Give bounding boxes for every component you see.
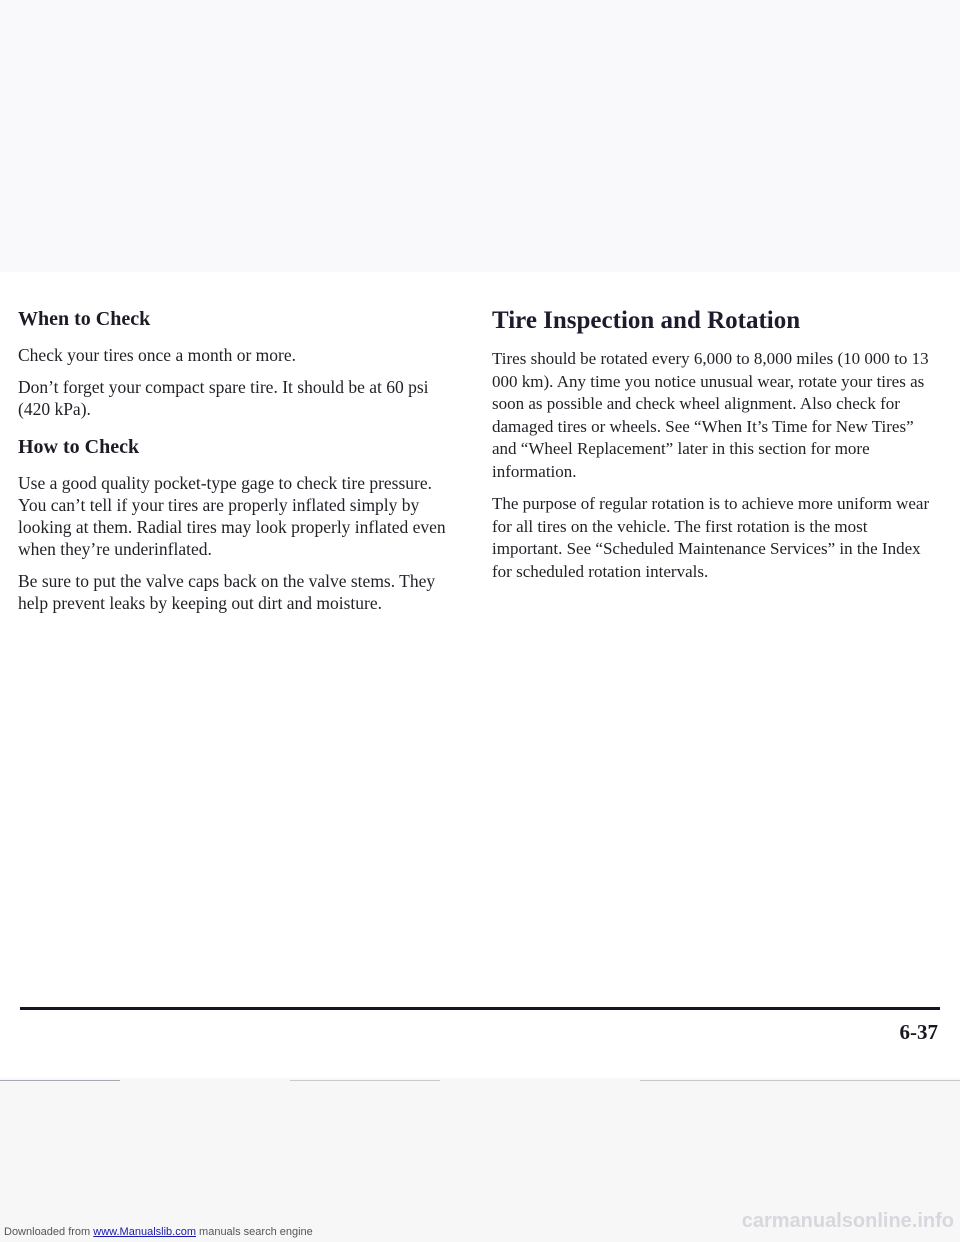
download-credit: [4, 1226, 313, 1238]
page-number: 6-37: [899, 1020, 938, 1044]
watermark: carmanualsonline.info: [741, 1210, 954, 1232]
scan-edge-line: [0, 1080, 120, 1081]
page-top-margin: [0, 0, 960, 272]
scan-edge-line: [290, 1080, 440, 1081]
scan-edge-line: [640, 1080, 960, 1081]
tire-inspection-paragraph-1: Tires should be rotated every 6,000 to 8,000 miles (10 000 to 13 000 km). Any time you notice unusual wear, rotate your tires as soon as possible and check wheel alignment. Also check for damaged tires or wheels. See “When It’s Time for New Tires” and “Wheel Replacement” later in this section for more information.: [492, 349, 929, 481]
manualslib-link[interactable]: www.Manualslib.com: [93, 1226, 196, 1238]
when-to-check-heading: When to Check: [18, 308, 151, 330]
footer-rule: [20, 1007, 940, 1010]
right-column: [492, 306, 942, 593]
when-to-check-paragraph-1: Check your tires once a month or more.: [18, 345, 296, 365]
how-to-check-paragraph-2: Be sure to put the valve caps back on the valve stems. They help prevent leaks by keeping out dirt and moisture.: [18, 571, 436, 613]
download-suffix: manuals search engine: [195, 1226, 313, 1238]
how-to-check-heading: How to Check: [18, 436, 140, 458]
when-to-check-paragraph-2: Don’t forget your compact spare tire. It should be at 60 psi (420 kPa).: [18, 377, 429, 419]
tire-inspection-heading: Tire Inspection and Rotation: [492, 307, 801, 334]
tire-inspection-paragraph-2: The purpose of regular rotation is to achieve more uniform wear for all tires on the vehicle. The first rotation is the most important. See “Scheduled Maintenance Services” in the Index for scheduled rotation intervals.: [492, 494, 930, 581]
how-to-check-paragraph-1: Use a good quality pocket-type gage to check tire pressure. You can’t tell if your tires are properly inflated simply by looking at them. Radial tires may look properly inflated even when they’re underinflated.: [18, 473, 446, 559]
left-column: [18, 306, 458, 624]
download-prefix: Downloaded from: [4, 1226, 94, 1238]
